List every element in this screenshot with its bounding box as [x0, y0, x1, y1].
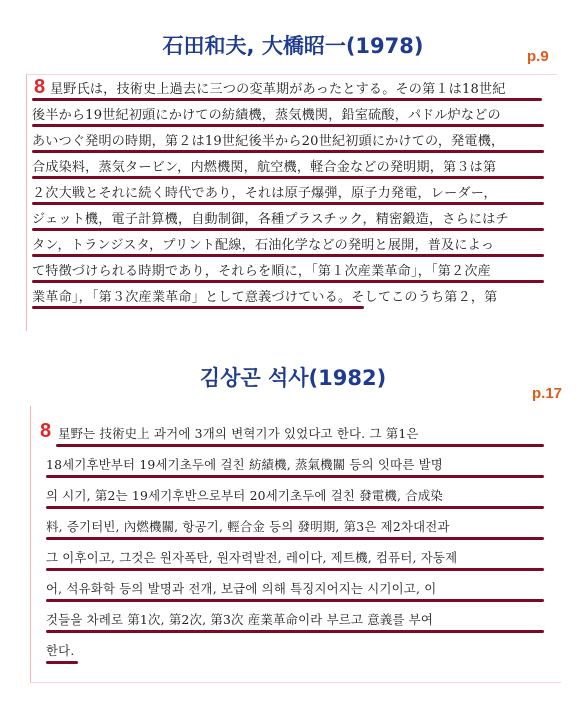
highlight-underline — [32, 98, 542, 101]
japanese-text-line: タン，トランジスタ，プリント配線，石油化学などの発明と展開，普及によっ — [32, 238, 495, 253]
japanese-text-line: あいつぐ発明の時期，第２は19世紀後半から20世紀初頭にかけての，発電機， — [32, 134, 505, 149]
korean-text-line: 그 이후이고, 그것은 원자폭탄, 원자력발전, 레이다, 제트機, 컴퓨터, 자동제 — [46, 550, 458, 565]
highlight-underline — [46, 475, 544, 478]
paragraph-marker-1982: 8 — [40, 420, 52, 442]
highlight-underline — [46, 661, 78, 664]
japanese-text-line: ２次大戦とそれに続く時代であり，それは原子爆弾，原子力発電，レーダー， — [32, 186, 497, 201]
highlight-underline — [32, 306, 364, 309]
korean-text-line: 星野는 技術史上 과거에 3개의 변혁기가 있었다고 한다. 그 第1은 — [58, 426, 419, 441]
highlight-underline — [32, 202, 544, 205]
highlight-underline — [32, 228, 544, 231]
korean-text-line: 한다. — [46, 643, 75, 658]
highlight-underline — [56, 444, 544, 447]
paragraph-marker-1978: 8 — [34, 76, 46, 98]
source-title-1978: 石田和夫, 大橋昭一(1978) — [162, 34, 424, 58]
japanese-text-line: て特徴づけられる時期であり，それらを順に，「第１次産業革命」，「第２次産 — [32, 264, 491, 279]
highlight-underline — [32, 280, 544, 283]
japanese-text-line: ジェット機，電子計算機，自動制御，各種プラスチック，精密鍛造，さらにはチ — [32, 212, 509, 227]
korean-text-line: 것들을 차례로 第1次, 第2次, 第3次 産業革命이라 부르고 意義를 부여 — [46, 612, 434, 627]
korean-text-line: 18세기후반부터 19세기초두에 걸친 紡績機, 蒸氣機關 등의 잇따른 발명 — [46, 457, 443, 472]
excerpt-panel-1982 — [30, 406, 561, 683]
korean-text-line: 料, 증기터빈, 內燃機關, 항공기, 輕合金 등의 發明期, 第3은 제2차대전과 — [46, 519, 450, 534]
highlight-underline — [46, 506, 544, 509]
japanese-text-line: 星野氏は，技術史上過去に三つの変革期があったとする。その第１は18世紀 — [50, 82, 506, 97]
highlight-underline — [46, 537, 544, 540]
highlight-underline — [32, 176, 544, 179]
page-reference-1982: p.17 — [532, 385, 563, 402]
highlight-underline — [32, 254, 544, 257]
japanese-text-line: 後半から19世紀初頭にかけての紡績機，蒸気機関，鉛室硫酸，パドル炉などの — [32, 108, 501, 123]
source-title-1982: 김상곤 석사(1982) — [199, 366, 387, 390]
highlight-underline — [46, 630, 544, 633]
highlight-underline — [46, 599, 544, 602]
japanese-text-line: 業革命」，「第３次産業革命」として意義づけている。そしてこのうち第２，第 — [32, 290, 498, 305]
korean-text-line: 어, 석유화학 등의 발명과 전개, 보급에 의해 특징지어지는 시기이고, 이 — [46, 581, 437, 596]
page-reference-1978: p.9 — [527, 48, 549, 65]
highlight-underline — [46, 568, 544, 571]
japanese-text-line: 合成染料，蒸気タービン，内燃機関，航空機，軽合金などの発明期，第３は第 — [32, 160, 497, 175]
highlight-underline — [32, 150, 544, 153]
korean-text-line: 의 시기, 第2는 19세기후반으로부터 20세기초두에 걸친 發電機, 合成染 — [46, 488, 444, 503]
highlight-underline — [32, 124, 544, 127]
